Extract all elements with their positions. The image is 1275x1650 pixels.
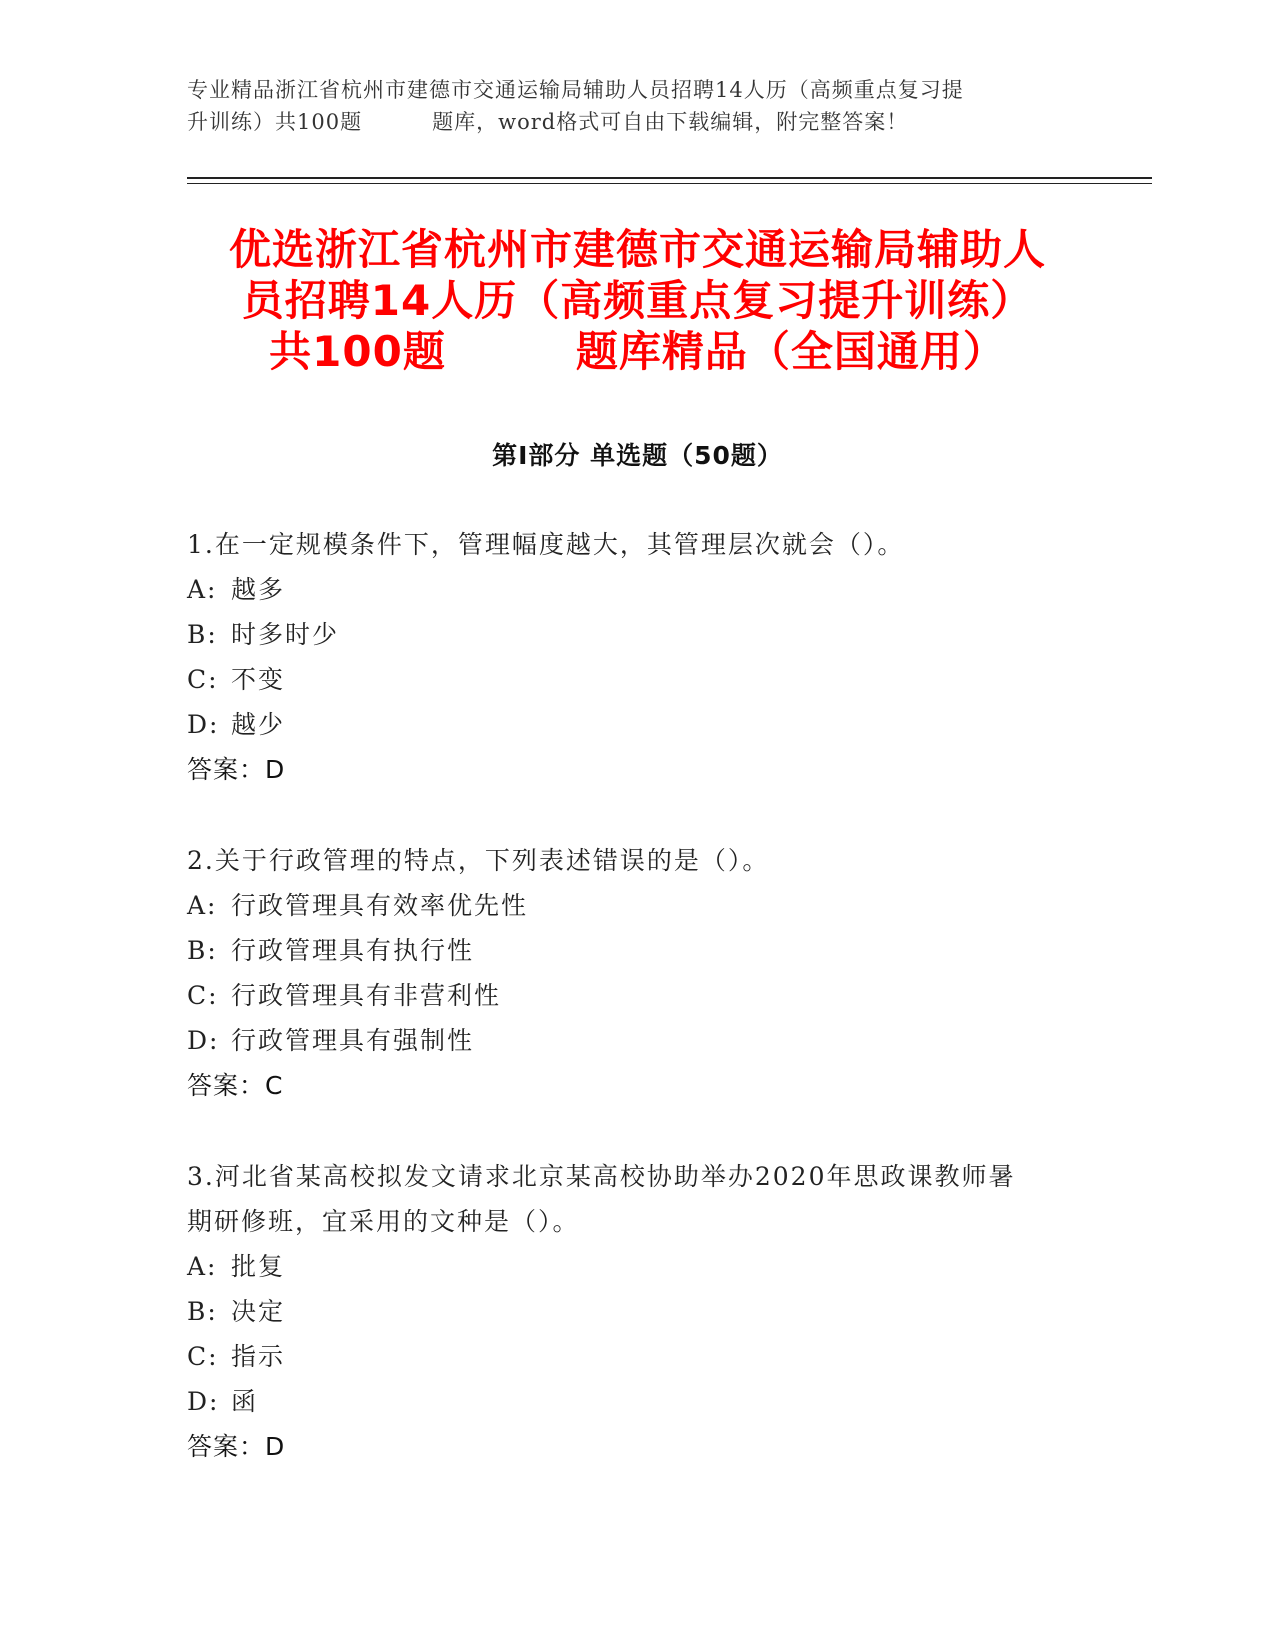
option-text: 行政管理具有效率优先性 [231, 891, 529, 920]
option-b [187, 612, 1087, 657]
option-d [187, 1379, 1087, 1424]
option-letter: A: [187, 891, 218, 920]
question-stem: 1.在一定规模条件下，管理幅度越大，其管理层次就会（）。 [187, 530, 905, 559]
option-letter: B: [187, 936, 218, 965]
option-text: 不变 [231, 665, 286, 694]
option-text: 指示 [231, 1342, 286, 1371]
option-letter: D: [187, 710, 220, 739]
header-note-line-1: 专业精品浙江省杭州市建德市交通运输局辅助人员招聘14人历（高频重点复习提 [187, 78, 964, 102]
option-d [187, 702, 1087, 747]
option-b [187, 928, 1087, 973]
option-b [187, 1289, 1087, 1334]
header-note-line-2-start: 升训练）共100题 [187, 110, 363, 134]
option-letter: C: [187, 1342, 219, 1371]
document-title [150, 224, 1125, 377]
option-text: 行政管理具有强制性 [231, 1026, 475, 1055]
option-text: 行政管理具有执行性 [231, 936, 475, 965]
answer-line: 答案：D [187, 1432, 286, 1461]
option-letter: C: [187, 981, 219, 1010]
option-letter: C: [187, 665, 219, 694]
header-divider-thin [187, 183, 1152, 184]
question-stem: 2.关于行政管理的特点，下列表述错误的是（）。 [187, 846, 770, 875]
question-3 [187, 1154, 1087, 1469]
option-text: 决定 [231, 1297, 286, 1326]
question-stem-line-1: 3.河北省某高校拟发文请求北京某高校协助举办2020年思政课教师暑 [187, 1162, 1016, 1191]
option-letter: D: [187, 1026, 220, 1055]
option-c [187, 1334, 1087, 1379]
answer-line: 答案：D [187, 755, 286, 784]
answer-line: 答案：C [187, 1071, 284, 1100]
section-heading: 第Ⅰ部分 单选题（50题） [492, 441, 783, 470]
option-a [187, 883, 1087, 928]
option-text: 函 [231, 1387, 259, 1416]
question-1 [187, 522, 1087, 792]
header-divider-thick [187, 177, 1152, 179]
option-text: 批复 [231, 1252, 286, 1281]
title-line-1: 优选浙江省杭州市建德市交通运输局辅助人 [228, 225, 1046, 274]
title-line-3-end: 题库精品（全国通用） [575, 327, 1006, 376]
option-letter: B: [187, 620, 218, 649]
header-note-line-2 [187, 106, 1067, 138]
question-2 [187, 838, 1087, 1108]
option-letter: D: [187, 1387, 220, 1416]
title-line-2: 员招聘14人历（高频重点复习提升训练） [241, 276, 1034, 325]
option-letter: B: [187, 1297, 218, 1326]
header-note [187, 74, 1067, 138]
title-line-3-start: 共100题 [269, 327, 446, 376]
option-letter: A: [187, 575, 218, 604]
option-text: 行政管理具有非营利性 [231, 981, 502, 1010]
option-a [187, 1244, 1087, 1289]
option-a [187, 567, 1087, 612]
option-text: 越多 [231, 575, 286, 604]
option-letter: A: [187, 1252, 218, 1281]
option-d [187, 1018, 1087, 1063]
question-stem-line-2: 期研修班，宜采用的文种是（）。 [187, 1207, 580, 1236]
option-text: 时多时少 [231, 620, 340, 649]
title-line-3 [150, 326, 1125, 377]
option-c [187, 657, 1087, 702]
option-text: 越少 [231, 710, 286, 739]
option-c [187, 973, 1087, 1018]
header-note-line-2-end: 题库，word格式可自由下载编辑，附完整答案！ [432, 110, 909, 134]
